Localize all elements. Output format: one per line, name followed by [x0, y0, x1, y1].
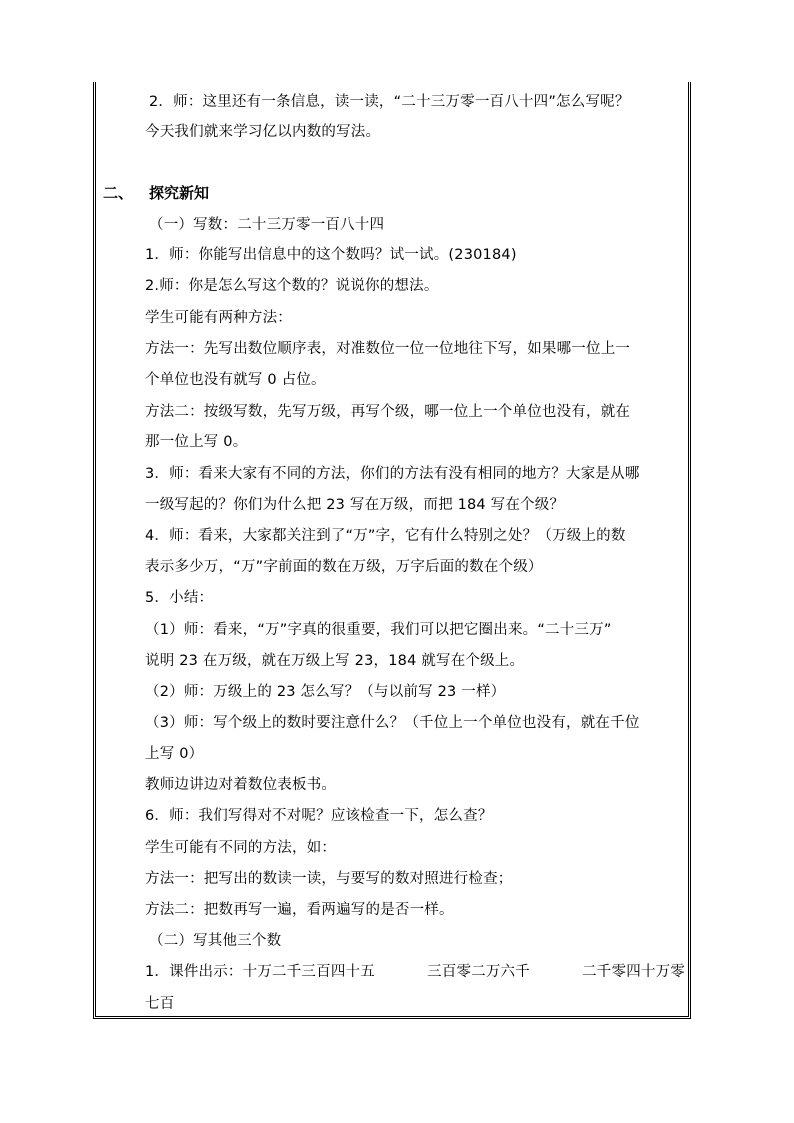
question-1: 1．师：你能写出信息中的这个数吗？试一试。(230184): [145, 247, 517, 263]
question-3-line-b: 一级写起的？你们为什么把 23 写在万级，而把 184 写在个级？: [145, 497, 565, 513]
part1-title: （一）写数：二十三万零一百八十四: [149, 217, 385, 233]
courseware-item-1: 1．课件出示：十万二千三百四十五: [145, 964, 375, 980]
check-intro: 学生可能有不同的方法，如：: [145, 840, 337, 856]
check-method-1: 方法一：把写出的数读一读，与要写的数对照进行检查；: [145, 871, 513, 887]
question-6: 6．师：我们写得对不对呢？应该检查一下，怎么查？: [145, 808, 493, 824]
question-3-line-a: 3．师：看来大家有不同的方法，你们的方法有没有相同的地方？大家是从哪: [145, 466, 640, 482]
summary-3-line-b: 上写 0）: [145, 746, 204, 762]
courseware-item-2: 三百零二万六千: [427, 964, 530, 980]
method-1-line-a: 方法一：先写出数位顺序表，对准数位一位一位地往下写，如果哪一位上一: [145, 341, 631, 357]
section-title: 探究新知: [149, 184, 210, 202]
summary-1-line-a: （1）师：看来，“万”字真的很重要，我们可以把它圈出来。“二十三万”: [145, 622, 612, 638]
methods-intro: 学生可能有两种方法：: [145, 310, 292, 326]
summary-2: （2）师：万级上的 23 怎么写？（与以前写 23 一样）: [145, 684, 506, 700]
question-4-line-b: 表示多少万，“万”字前面的数在万级，万字后面的数在个级）: [145, 559, 543, 575]
method-2-line-a: 方法二：按级写数，先写万级，再写个级，哪一位上一个单位也没有，就在: [145, 404, 631, 420]
courseware-items-row: [145, 962, 685, 982]
intro-line-1: 2．师：这里还有一条信息，读一读，“二十三万零一百八十四”怎么写呢？: [149, 94, 630, 110]
method-1-line-b: 个单位也没有就写 0 占位。: [145, 372, 326, 388]
board-note: 教师边讲边对着数位表板书。: [145, 777, 337, 793]
summary-3-line-a: （3）师：写个级上的数时要注意什么？（千位上一个单位也没有，就在千位: [145, 715, 640, 731]
courseware-item-3: 二千零四十万零: [582, 964, 685, 980]
section-number: 二、: [103, 184, 134, 202]
summary-1-line-b: 说明 23 在万级，就在万级上写 23，184 就写在个级上。: [145, 653, 525, 669]
summary-heading: 5．小结：: [145, 590, 214, 606]
courseware-item-3-continued: 七百: [145, 996, 175, 1012]
check-method-2: 方法二：把数再写一遍，看两遍写的是否一样。: [145, 902, 454, 918]
question-4-line-a: 4．师：看来，大家都关注到了“万”字，它有什么特别之处？（万级上的数: [145, 528, 626, 544]
question-2: 2.师：你是怎么写这个数的？说说你的想法。: [145, 278, 439, 294]
intro-line-2: 今天我们就来学习亿以内数的写法。: [145, 124, 381, 140]
method-2-line-b: 那一位上写 0。: [145, 434, 248, 450]
part2-title: （二）写其他三个数: [149, 933, 282, 949]
